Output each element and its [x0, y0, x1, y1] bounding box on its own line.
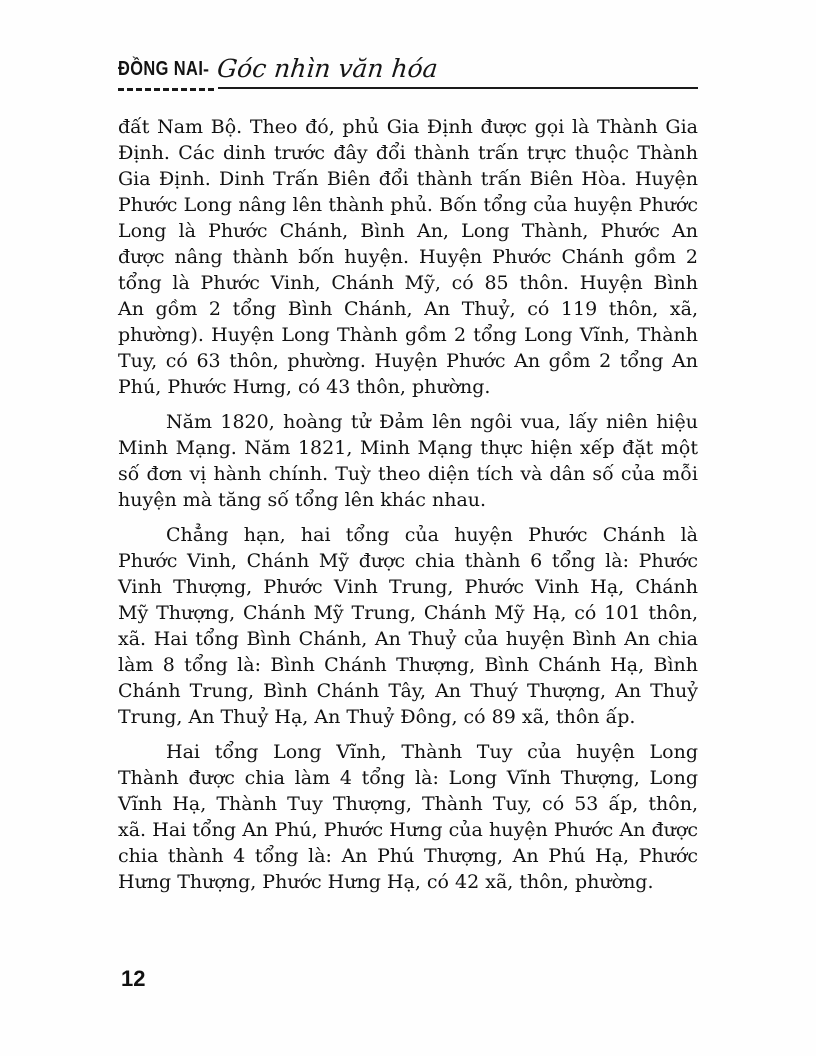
text-line: được nâng thành bốn huyện. Huyện Phước Chánh gồm 2 — [118, 246, 698, 268]
running-header — [118, 54, 698, 94]
header-separator: - — [203, 59, 209, 79]
text-line: huyện mà tăng số tổng lên khác nhau. — [118, 489, 487, 511]
text-line: tổng là Phước Vinh, Chánh Mỹ, có 85 thôn. Huyện Bình — [118, 272, 698, 294]
text-line: chia thành 4 tổng là: An Phú Thượng, An Phú Hạ, Phước — [118, 845, 698, 867]
text-line: Trung, An Thuỷ Hạ, An Thuỷ Đông, có 89 xã, thôn ấp. — [118, 706, 636, 728]
text-line: số đơn vị hành chính. Tuỳ theo diện tích và dân số của mỗi — [118, 463, 698, 485]
text-line: Tuy, có 63 thôn, phường. Huyện Phước An gồm 2 tổng An — [118, 350, 698, 372]
text-block — [118, 114, 698, 904]
paragraph — [118, 114, 698, 400]
text-line: Gia Định. Dinh Trấn Biên đổi thành trấn Biên Hòa. Huyện — [118, 168, 698, 190]
page-number: 12 — [121, 966, 146, 991]
text-line: phường). Huyện Long Thành gồm 2 tổng Long Vĩnh, Thành — [118, 324, 698, 346]
text-line: xã. Hai tổng An Phú, Phước Hưng của huyện Phước An được — [118, 819, 698, 841]
text-line: Chánh Trung, Bình Chánh Tây, An Thuý Thượng, An Thuỷ — [118, 680, 698, 702]
text-line: Hai tổng Long Vĩnh, Thành Tuy của huyện Long — [166, 741, 698, 763]
text-line: Vinh Thượng, Phước Vinh Trung, Phước Vinh Hạ, Chánh — [118, 576, 698, 598]
series-title: ĐỒNG NAI — [118, 58, 204, 80]
header-rule-dashed — [118, 88, 214, 91]
text-line: An gồm 2 tổng Bình Chánh, An Thuỷ, có 119 thôn, xã, — [118, 298, 698, 320]
text-line: đất Nam Bộ. Theo đó, phủ Gia Định được gọi là Thành Gia — [118, 116, 698, 138]
paragraph — [118, 522, 698, 730]
text-line: xã. Hai tổng Bình Chánh, An Thuỷ của huyện Bình An chia — [118, 628, 698, 650]
text-line: Định. Các dinh trước đây đổi thành trấn trực thuộc Thành — [118, 142, 698, 164]
text-line: Phú, Phước Hưng, có 43 thôn, phường. — [118, 376, 491, 398]
text-line: Vĩnh Hạ, Thành Tuy Thượng, Thành Tuy, có 53 ấp, thôn, — [118, 793, 698, 815]
text-line: Long là Phước Chánh, Bình An, Long Thành, Phước An — [118, 220, 698, 242]
text-line: Năm 1820, hoàng tử Đảm lên ngôi vua, lấy niên hiệu — [166, 411, 698, 433]
paragraph — [118, 409, 698, 513]
text-line: Phước Vinh, Chánh Mỹ được chia thành 6 tổng là: Phước — [118, 550, 698, 572]
text-line: Hưng Thượng, Phước Hưng Hạ, có 42 xã, thôn, phường. — [118, 871, 654, 893]
header-rule-solid — [218, 87, 698, 89]
text-line: Mỹ Thượng, Chánh Mỹ Trung, Chánh Mỹ Hạ, có 101 thôn, — [118, 602, 698, 624]
chapter-subtitle: Góc nhìn văn hóa — [215, 54, 440, 83]
text-line: Thành được chia làm 4 tổng là: Long Vĩnh Thượng, Long — [118, 767, 698, 789]
text-line: Chẳng hạn, hai tổng của huyện Phước Chánh là — [166, 524, 698, 546]
text-line: Minh Mạng. Năm 1821, Minh Mạng thực hiện xếp đặt một — [118, 437, 698, 459]
paragraph — [118, 739, 698, 895]
text-line: làm 8 tổng là: Bình Chánh Thượng, Bình Chánh Hạ, Bình — [118, 654, 698, 676]
text-line: Phước Long nâng lên thành phủ. Bốn tổng của huyện Phước — [118, 194, 698, 216]
